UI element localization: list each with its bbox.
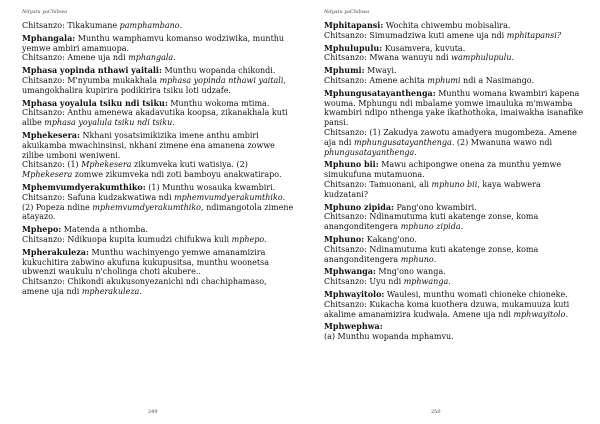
- entry-text: (a) Munthu wopanda mphamvu.: [324, 332, 454, 342]
- entry-text: Mawu achipongwe onena za munthu yemwe simukufuna mutamuona.: [324, 160, 562, 180]
- page-number: 249: [148, 409, 158, 415]
- entry-text: (1) Munthu wosauka kwambiri.: [145, 182, 276, 192]
- entry-headword: Mphasa yoyalula tsiku ndi tsiku:: [22, 97, 168, 108]
- dictionary-entry: [324, 66, 586, 86]
- entry-text: Waulesi, munthu womati chioneke chioneke.: [384, 289, 568, 299]
- entry-text: .: [460, 222, 464, 232]
- entry-text: .: [139, 286, 142, 296]
- entry-example-term: mphuno: [400, 254, 434, 264]
- entry-headword: Mphwanga:: [324, 266, 376, 277]
- dictionary-entry: [22, 131, 294, 180]
- entry-text: Chitsanzo: Chikondi akukusonyezanichi ndi chachiphamaso, amene uja ndi: [22, 277, 267, 296]
- entry-example-term: mphuno bii: [431, 179, 478, 189]
- entry-headword: Mphitapansi:: [324, 20, 384, 30]
- dictionary-entry: [324, 89, 586, 158]
- dictionary-entry: [22, 34, 294, 63]
- entry-text: Chitsanzo: Anthu amenewa akadavutika koopsa, zikanakhala kuti alibe: [22, 108, 288, 128]
- entry-example-term: mphasa yopinda nthawi yaitali: [159, 75, 284, 85]
- dictionary-entry: [324, 235, 586, 264]
- entry-text: Chitsanzo: (1) Zakudya zawotu amadyera mugombeza. Amene aja ndi: [324, 127, 577, 147]
- entry-text: Munthu wamphamvu komanso wodziwika, munthu yemwe ambiri amamuopa.: [22, 33, 285, 53]
- dictionary-entry: [22, 225, 294, 245]
- entry-example-term: mphemvumdyerakumthiko: [92, 202, 201, 212]
- entry-text: Chitsanzo: Amene uja ndi: [22, 53, 129, 63]
- dictionary-entry: [324, 267, 586, 287]
- entry-text: Chitsanzo: Mwana wanuyu ndi: [324, 53, 452, 63]
- entry-text: Chitsanzo: Simumadziwa kuti amene uja ndi: [324, 30, 507, 40]
- entry-headword: Mphemvumdyerakumthiko:: [22, 181, 146, 192]
- entry-text: Munthu wopanda chikondi.: [161, 66, 276, 76]
- entry-example-term: mphepo: [231, 234, 265, 244]
- dictionary-entry: [22, 99, 294, 128]
- entry-headword: Mphulupulu:: [324, 42, 383, 53]
- entry-text: ndi a Nasimango.: [460, 75, 535, 85]
- entry-text: , umangokhalira kupirira podikirira tsiku loti udzafe.: [22, 75, 286, 95]
- entry-example-term: Mphekesera: [22, 170, 73, 180]
- entry-text: . (2) Mwanuna wawo ndi: [451, 137, 553, 147]
- dictionary-entry: [324, 160, 586, 199]
- entry-example-term: wamphulupulu: [451, 53, 512, 63]
- entry-text: Chitsanzo: M'nyumba mukakhala: [22, 75, 160, 85]
- entry-headword: Mphumi:: [324, 65, 365, 76]
- entry-headword: Mphuno zipida:: [324, 201, 394, 212]
- entry-text: .: [173, 53, 176, 63]
- entry-text: . (2) Popeza ndine: [22, 192, 286, 212]
- entry-text: Chitsanzo: Amene achita: [324, 75, 428, 85]
- entry-text: zikumveka kuti watisiya. (2): [131, 160, 248, 170]
- entry-headword: Mphwephwa:: [324, 321, 383, 332]
- dictionary-entry: [22, 66, 294, 95]
- entry-text: Nkhani yosatsimikizika imene anthu ambiri akuikamba mwachinsinsi, nkhani zimene ena amanena zowwe zilibe umboni weniweni.: [22, 130, 275, 160]
- entry-text: .: [433, 254, 437, 264]
- entry-text: Chitsanzo: Uyu ndi: [324, 277, 404, 287]
- entry-example-term: phungusatayanthenga: [324, 147, 415, 157]
- entry-text: Munthu womana kwambiri kapena wouma. Mphungu ndi mbalame yomwe imauluka m'mwamba kwambiri ndipo nthenga yake ikathothoka, imaiwakha isanafike pansi.: [324, 88, 584, 128]
- entry-example-term: mphwayitolo: [513, 309, 566, 319]
- dictionary-entry: [22, 21, 294, 31]
- entry-example-term: pamphambano: [119, 21, 180, 30]
- dictionary-entry: [324, 44, 586, 64]
- dictionary-entry: [324, 290, 586, 319]
- entry-headword: Mphwayitolo:: [324, 288, 385, 299]
- entry-headword: Mphangala:: [22, 32, 76, 43]
- entry-text: Pang'ono kwambiri.: [393, 202, 477, 212]
- entry-text: .: [414, 147, 417, 157]
- entry-headword: Mphepo:: [22, 224, 62, 235]
- entry-headword: Mphungusatayanthenga:: [324, 87, 436, 98]
- entry-list: [22, 21, 294, 297]
- entry-example-term: mphwanga: [403, 277, 449, 287]
- entry-headword: Mphuno:: [324, 233, 365, 244]
- entry-text: .: [172, 118, 175, 128]
- entry-text: Kakang'ono.: [364, 234, 417, 244]
- entry-text: .: [179, 21, 183, 30]
- entry-text: Chitsanzo: Safuna kudzakwatiwa ndi: [22, 192, 175, 202]
- entry-text: .: [565, 309, 568, 319]
- entry-text: Chitsanzo: Kukacha koma kuothera dzuwa, mukamuuza kuti akalime amanamizira kudwala. Amene uja ndi: [324, 299, 570, 319]
- entry-text: Chitsanzo: Tikakumane: [22, 21, 120, 30]
- entry-text: Munthu wachinyengo yemwe amanamizira kukuchitira zabwino akufuna kukupusitsa, munthu woonetsa ubwenzi waukulu n'cholinga choti akubere..: [22, 247, 269, 277]
- entry-text: zomwe zikumveka ndi zoti bamboyu anakwatirapo.: [72, 170, 282, 180]
- running-head: Ndyatu yaChibwa: [22, 9, 68, 15]
- entry-example-term: mphitapansi?: [506, 30, 562, 40]
- running-head: Ndyatu yaChibwa: [324, 9, 370, 15]
- entry-text: .: [448, 277, 451, 287]
- entry-text: Chitsanzo: Tamuonani, ali: [324, 179, 432, 189]
- entry-headword: Mphuno bii:: [324, 159, 379, 170]
- dictionary-entry: [324, 203, 586, 232]
- entry-text: Kusamvera, kuvuta.: [382, 43, 466, 53]
- dictionary-entry: [22, 183, 294, 222]
- entry-example-term: mphasa yoyalula tsiku ndi tsiku: [44, 118, 173, 128]
- entry-text: Wochita chiwembu mobisalira.: [383, 21, 511, 30]
- entry-text: Matenda a nthomba.: [61, 225, 148, 235]
- entry-list: [324, 21, 586, 342]
- entry-text: Mng'ono wanga.: [375, 267, 446, 277]
- entry-example-term: mphungusatayanthenga: [353, 137, 452, 147]
- entry-text: , kaya wabwera kudzatani?: [324, 179, 541, 199]
- entry-text: Chitsanzo: (1): [22, 160, 82, 170]
- dictionary-entry: [22, 248, 294, 297]
- entry-example-term: mphangala: [128, 53, 174, 63]
- right-page: [300, 0, 600, 424]
- dictionary-entry: [324, 322, 586, 342]
- entry-text: .: [264, 234, 267, 244]
- entry-text: Chitsanzo: Ndinamutuma kuti akatenge zonse, koma anangonditengera: [324, 244, 539, 264]
- entry-example-term: mphumi: [427, 75, 461, 85]
- entry-text: Chitsanzo: Ndinamutuma kuti akatenge zonse, koma anangonditengera: [324, 212, 539, 232]
- entry-text: Mwayi.: [364, 66, 397, 76]
- entry-text: Munthu wokoma mtima.: [167, 98, 270, 108]
- entry-text: Chitsanzo: Ndikuopa kupita kumudzi chifukwa kuli: [22, 234, 232, 244]
- dictionary-entry: [324, 21, 586, 41]
- entry-headword: Mphasa yopinda nthawi yaitali:: [22, 65, 162, 76]
- entry-text: , ndimangotola zimene atayazo.: [22, 202, 294, 222]
- page-number: 250: [431, 409, 441, 415]
- entry-example-term: mpherakuleza: [81, 286, 140, 296]
- entry-example-term: Mphekesera: [81, 160, 132, 170]
- entry-text: .: [511, 53, 515, 63]
- entry-example-term: mphemvumdyerakumthiko: [174, 192, 283, 202]
- entry-example-term: mphuno zipida: [400, 222, 461, 232]
- entry-headword: Mpherakuleza:: [22, 246, 89, 257]
- entry-headword: Mphekesera:: [22, 129, 80, 140]
